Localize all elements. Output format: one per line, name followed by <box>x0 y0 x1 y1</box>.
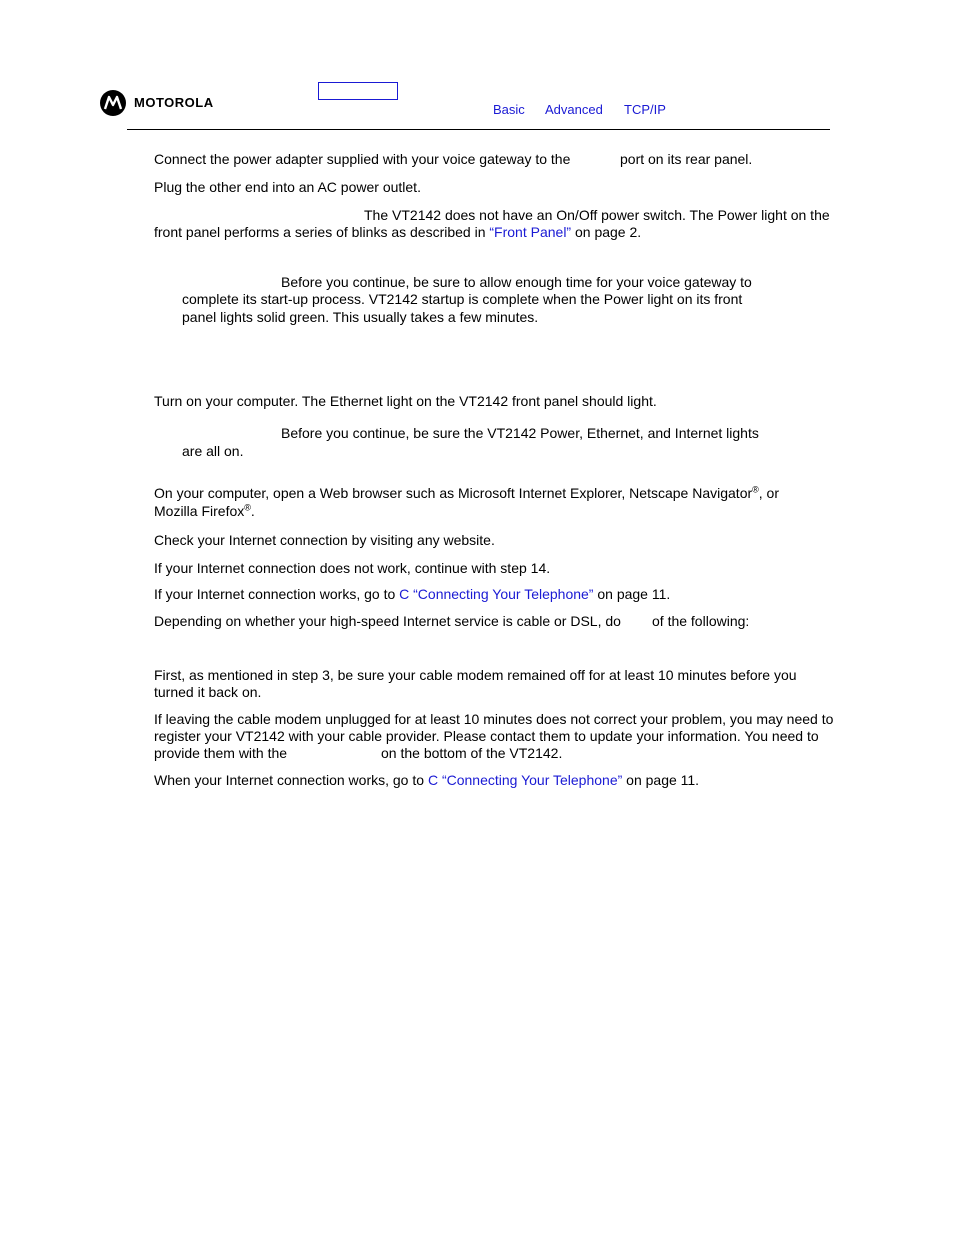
nav-advanced-link[interactable]: Advanced <box>545 102 603 117</box>
note-power-switch: The VT2142 does not have an On/Off power switch. The Power light on the <box>364 207 830 223</box>
register-line3b: on the bottom of the VT2142. <box>381 745 563 761</box>
step-not-working: If your Internet connection does not work, continue with step 14. <box>154 560 551 576</box>
step-turn-on-computer: Turn on your computer. The Ethernet light on the VT2142 front panel should light. <box>154 393 657 409</box>
note-power-switch-line2: front panel performs a series of blinks as described in “Front Panel” on page 2. <box>154 224 642 240</box>
brand-name: MOTOROLA <box>134 95 214 110</box>
step-connect-power-end: port on its rear panel. <box>620 151 753 167</box>
header-rule <box>127 129 830 130</box>
connecting-telephone-link-2[interactable]: C “Connecting Your Telephone” <box>427 772 623 788</box>
step-check-connection: Check your Internet connection by visiting any website. <box>154 532 495 548</box>
step-works: If your Internet connection works, go to C “Connecting Your Telephone” on page 11. <box>154 586 671 602</box>
step-when-works: When your Internet connection works, go to C “Connecting Your Telephone” on page 11. <box>154 772 700 788</box>
note-lights-line2: are all on. <box>182 443 244 459</box>
note-startup-line3: panel lights solid green. This usually takes a few minutes. <box>182 309 539 325</box>
note-lights-line1: Before you continue, be sure the VT2142 Power, Ethernet, and Internet lights <box>281 425 759 441</box>
cable-step-line1: First, as mentioned in step 3, be sure your cable modem remained off for at least 10 minutes before you <box>154 667 797 683</box>
step-open-browser: On your computer, open a Web browser such as Microsoft Internet Explorer, Netscape Navigator®, or <box>154 484 780 501</box>
register-line1: If leaving the cable modem unplugged for at least 10 minutes does not correct your problem, you may need to <box>154 711 834 727</box>
nav-tcpip-link[interactable]: TCP/IP <box>624 102 666 117</box>
motorola-logo-icon <box>100 90 126 116</box>
nav-box[interactable] <box>318 82 398 100</box>
step-depending-end: of the following: <box>652 613 750 629</box>
connecting-telephone-link[interactable]: C “Connecting Your Telephone” <box>399 586 594 602</box>
note-startup-line2: complete its start-up process. VT2142 startup is complete when the Power light on its front <box>182 291 743 307</box>
step-plug-outlet: Plug the other end into an AC power outlet. <box>154 179 421 195</box>
step-open-browser-line2: Mozilla Firefox®. <box>154 502 255 519</box>
step-connect-power: Connect the power adapter supplied with your voice gateway to the <box>154 151 571 167</box>
register-line3a: provide them with the <box>154 745 288 761</box>
cable-step-line2: turned it back on. <box>154 684 262 700</box>
step-depending: Depending on whether your high-speed Internet service is cable or DSL, do <box>154 613 621 629</box>
front-panel-link[interactable]: “Front Panel” <box>489 224 572 240</box>
nav-basic-link[interactable]: Basic <box>493 102 525 117</box>
register-line2: register your VT2142 with your cable provider. Please contact them to update your information. You need to <box>154 728 819 744</box>
note-startup-line1: Before you continue, be sure to allow enough time for your voice gateway to <box>281 274 752 290</box>
